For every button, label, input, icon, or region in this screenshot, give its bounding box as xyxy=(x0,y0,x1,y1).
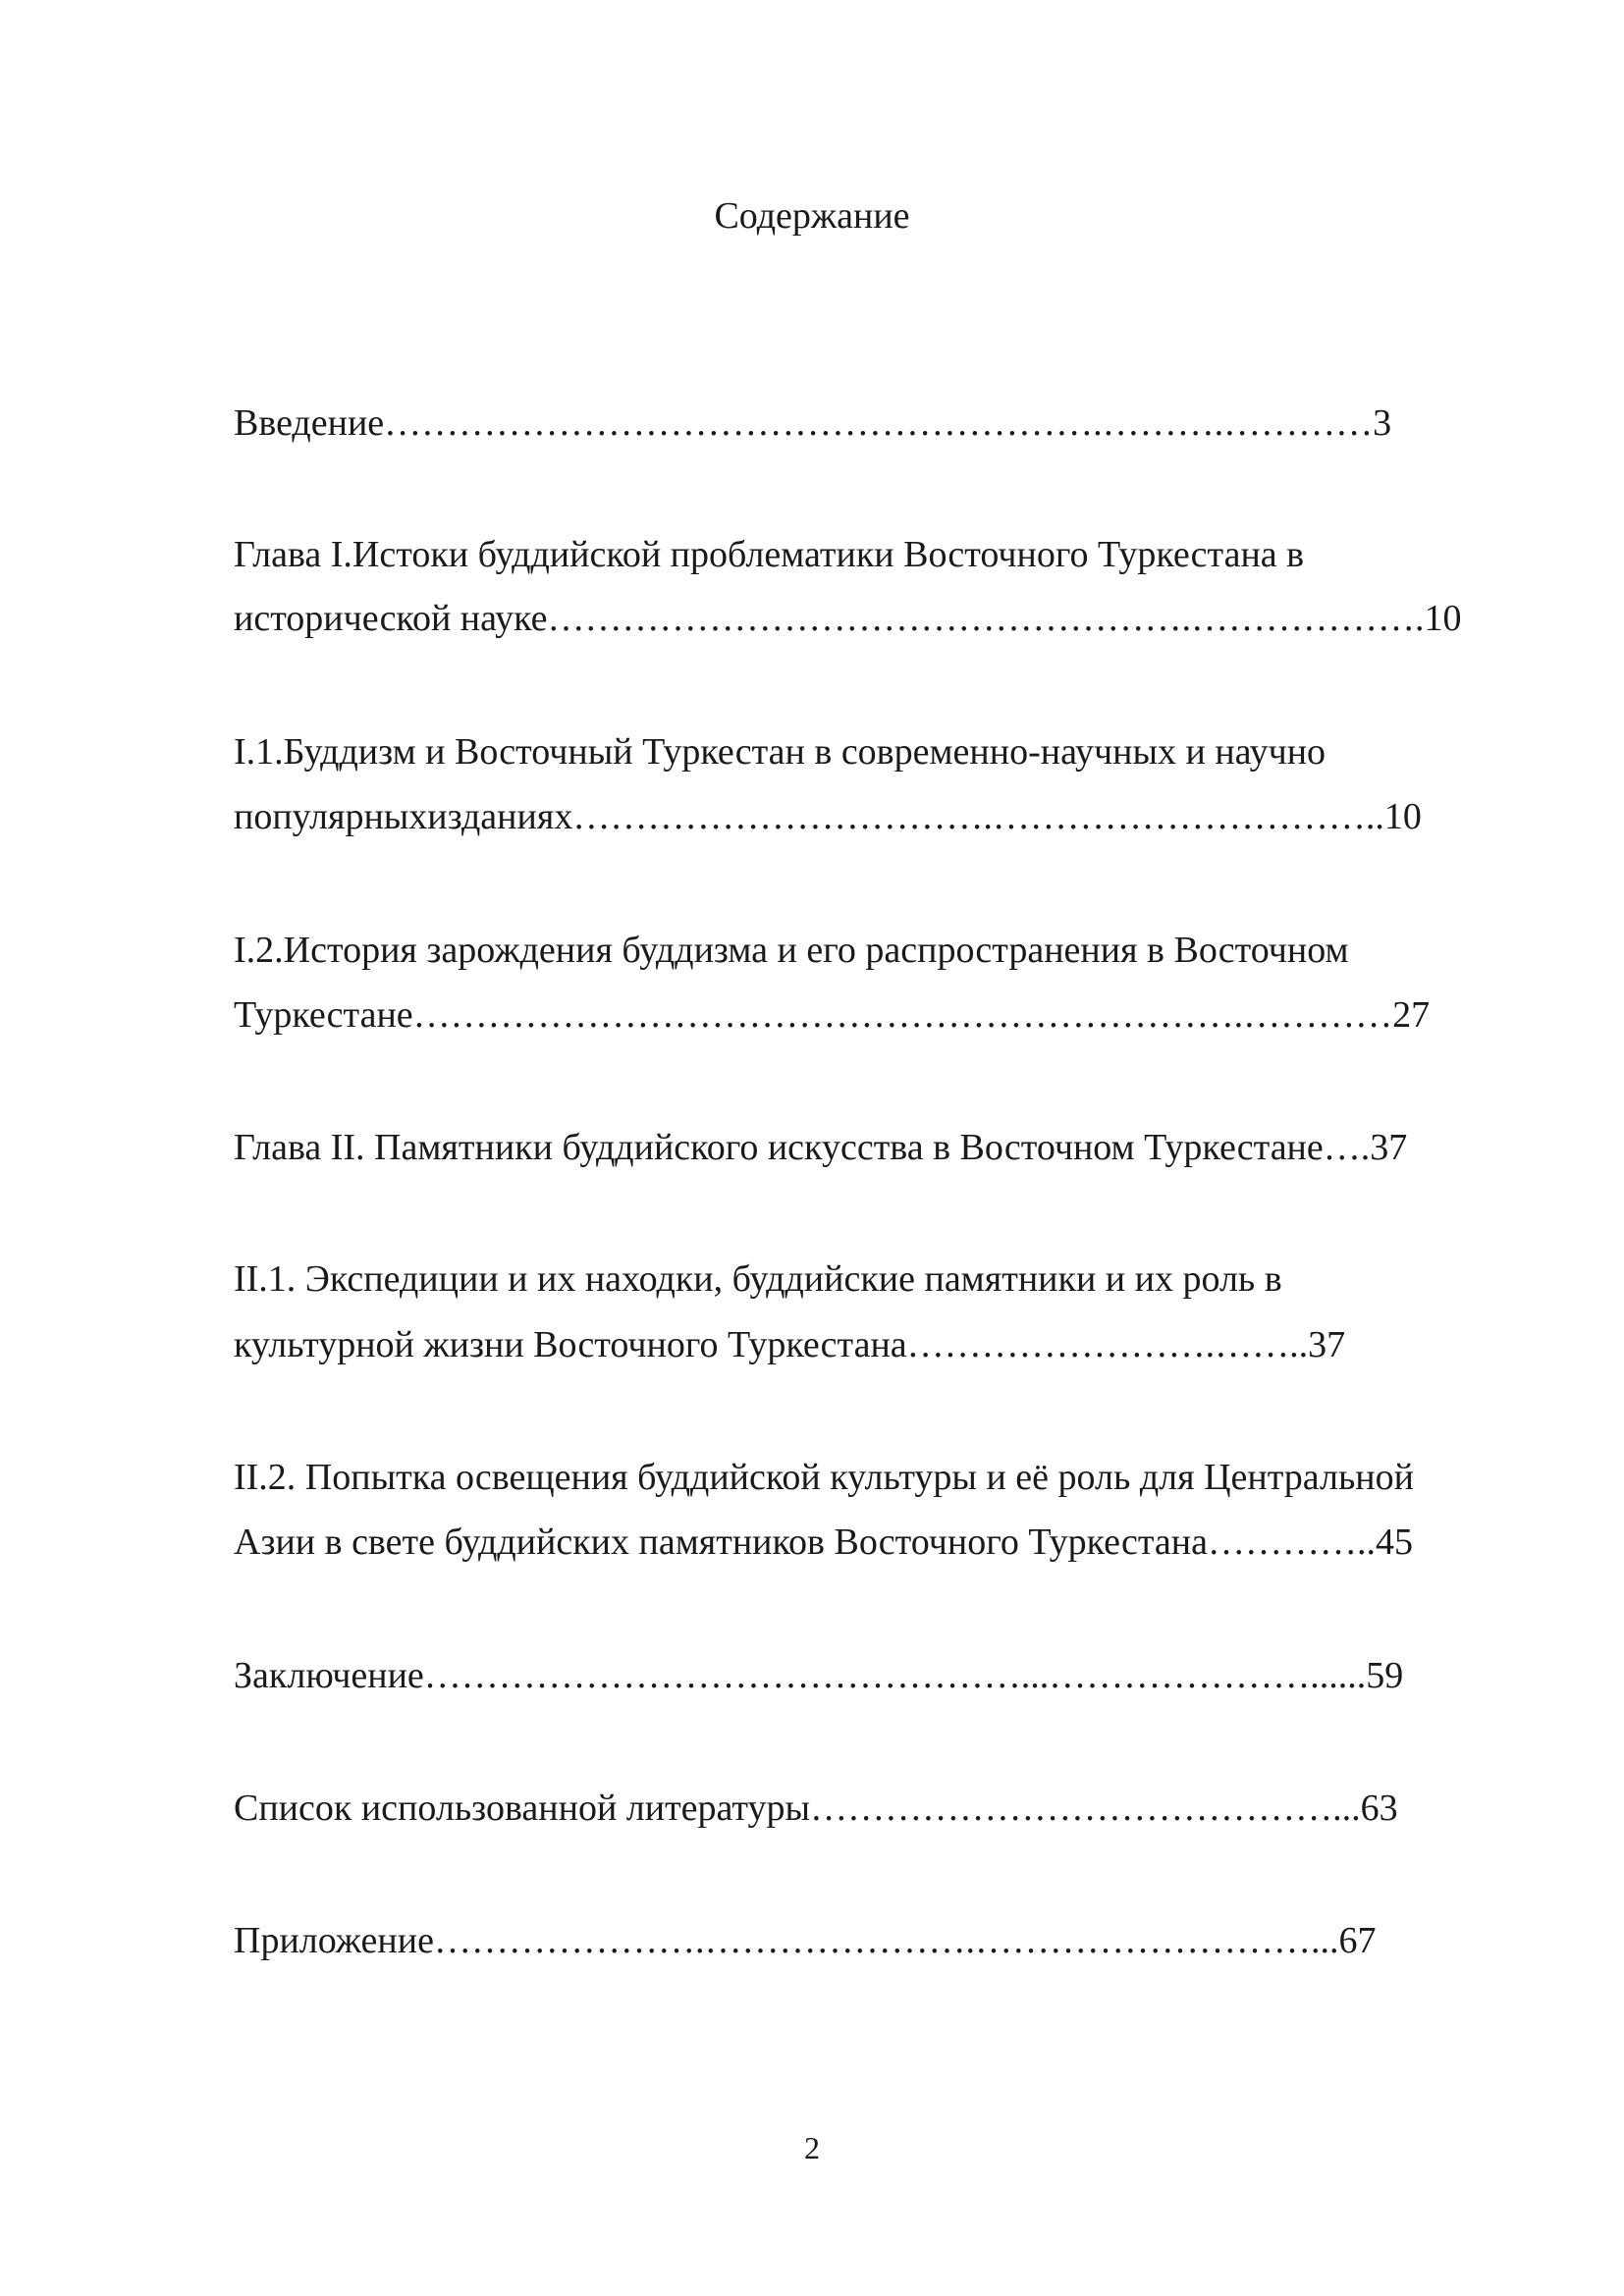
toc-entry-introduction: Введение………………………………………………….……….…………3 xyxy=(234,402,1392,444)
page-title: Содержание xyxy=(714,195,910,237)
toc-entry-chapter-1-line-1: Глава I.Истоки буддийской проблематики Восточного Туркестана в xyxy=(234,534,1305,575)
toc-entry-chapter-1-line-2: исторической науке…………………………………………….……………….10 xyxy=(234,598,1462,639)
toc-entry-section-2-2-line-2: Азии в свете буддийских памятников Восточного Туркестана…………..45 xyxy=(234,1522,1413,1563)
toc-entry-chapter-2: Глава II. Памятники буддийского искусства в Восточном Туркестане….37 xyxy=(234,1127,1408,1168)
toc-entry-bibliography: Список использованной литературы……………………………………...63 xyxy=(234,1788,1398,1829)
toc-entry-section-1-2-line-2: Туркестане………………………………………………………….…………27 xyxy=(234,994,1431,1036)
toc-entry-section-2-1-line-2: культурной жизни Восточного Туркестана…………………….……..37 xyxy=(234,1324,1346,1365)
page-number: 2 xyxy=(804,2130,820,2165)
toc-entry-section-2-2-line-1: II.2. Попытка освещения буддийской культуры и её роль для Центральной xyxy=(234,1457,1414,1498)
toc-entry-section-2-1-line-1: II.1. Экспедиции и их находки, буддийские памятники и их роль в xyxy=(234,1258,1282,1300)
toc-entry-appendix: Приложение………………….………………….………………………...67 xyxy=(234,1920,1377,1961)
toc-entry-section-1-2-line-1: I.2.История зарождения буддизма и его распространения в Восточном xyxy=(234,930,1349,971)
toc-entry-conclusion: Заключение…………………………………………...…………………......59 xyxy=(234,1655,1404,1696)
toc-entry-section-1-1-line-2: популярныхизданиях…………………………….…………………………..10 xyxy=(234,796,1422,837)
toc-entry-section-1-1-line-1: I.1.Буддизм и Восточный Туркестан в современно-научных и научно xyxy=(234,731,1326,773)
